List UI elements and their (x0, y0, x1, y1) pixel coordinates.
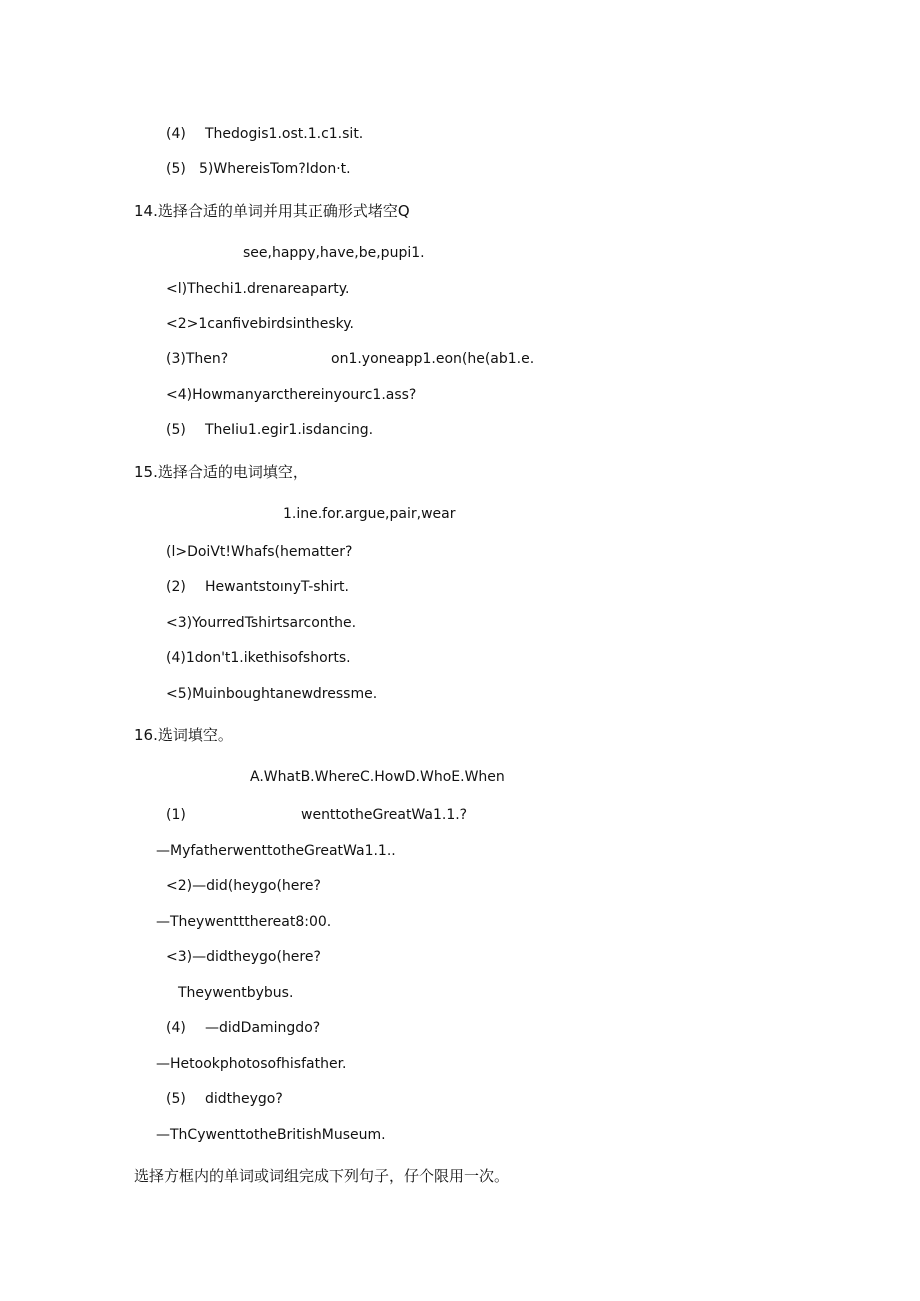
item-text: Thedogis1.ost.1.c1.sit. (205, 126, 364, 142)
question-14-4: <4)Howmanyarcthereinyourc1.ass? (166, 387, 417, 403)
item-number: (4) (166, 1020, 186, 1036)
item-number: (5) (166, 422, 186, 438)
item-text: 5)WhereisTom?Idon·t. (199, 161, 351, 177)
question-15-3: <3)YourredTshirtsarconthe. (166, 615, 357, 631)
item-number: (5) (166, 1091, 186, 1107)
question-14-1: <l)Thechi1.drenareaparty. (166, 281, 350, 297)
question-16-2: <2)—did(heygo(here? (166, 878, 321, 894)
question-15-1: (l>DoiVt!Whafs(hematter? (166, 544, 353, 560)
question-15-2: HewantstoınyT-shirt. (205, 579, 349, 595)
question-16-1: wenttotheGreatWa1.1.? (301, 807, 468, 823)
item-number: (5) (166, 161, 186, 177)
question-14-3-end: on1.yoneapp1.eon(he(ab1.e. (331, 351, 535, 367)
answer-16-3: Theywentbybus. (178, 985, 294, 1001)
section-heading-16: 16.选词填空。 (134, 726, 233, 744)
question-16-3: <3)—didtheygo(here? (166, 949, 321, 965)
question-16-4: —didDamingdo? (205, 1020, 321, 1036)
answer-16-1: —MyfatherwenttotheGreatWa1.1.. (156, 843, 396, 859)
word-bank-16: A.WhatB.WhereC.HowD.WhoE.When (250, 769, 505, 785)
item-number: (2) (166, 579, 186, 595)
answer-16-5: —ThCywenttotheBritishMuseum. (156, 1127, 386, 1143)
word-bank-15: 1.ine.for.argue,pair,wear (283, 506, 456, 522)
item-number: (4) (166, 126, 186, 142)
question-14-2: <2>1canfivebirdsinthesky. (166, 316, 354, 332)
question-16-5: didtheygo? (205, 1091, 283, 1107)
word-bank-14: see,happy,have,be,pupi1. (243, 245, 425, 261)
answer-16-2: —Theywenttthereat8:00. (156, 914, 332, 930)
question-14-5: TheIiu1.egir1.isdancing. (205, 422, 374, 438)
instruction-text: 选择方框内的单词或词组完成下列句子，仔个限用一次。 (134, 1167, 510, 1185)
question-14-3-start: (3)Then? (166, 351, 229, 367)
question-15-4: (4)1don't1.ikethisofshorts. (166, 650, 351, 666)
question-15-5: <5)Muinboughtanewdressme. (166, 686, 378, 702)
section-heading-15: 15.选择合适的电词填空， (134, 463, 308, 481)
section-heading-14: 14.选择合适的单词并用其正确形式堵空Q (134, 202, 410, 220)
answer-16-4: —Hetookphotosofhisfather. (156, 1056, 347, 1072)
item-number: (1) (166, 807, 186, 823)
